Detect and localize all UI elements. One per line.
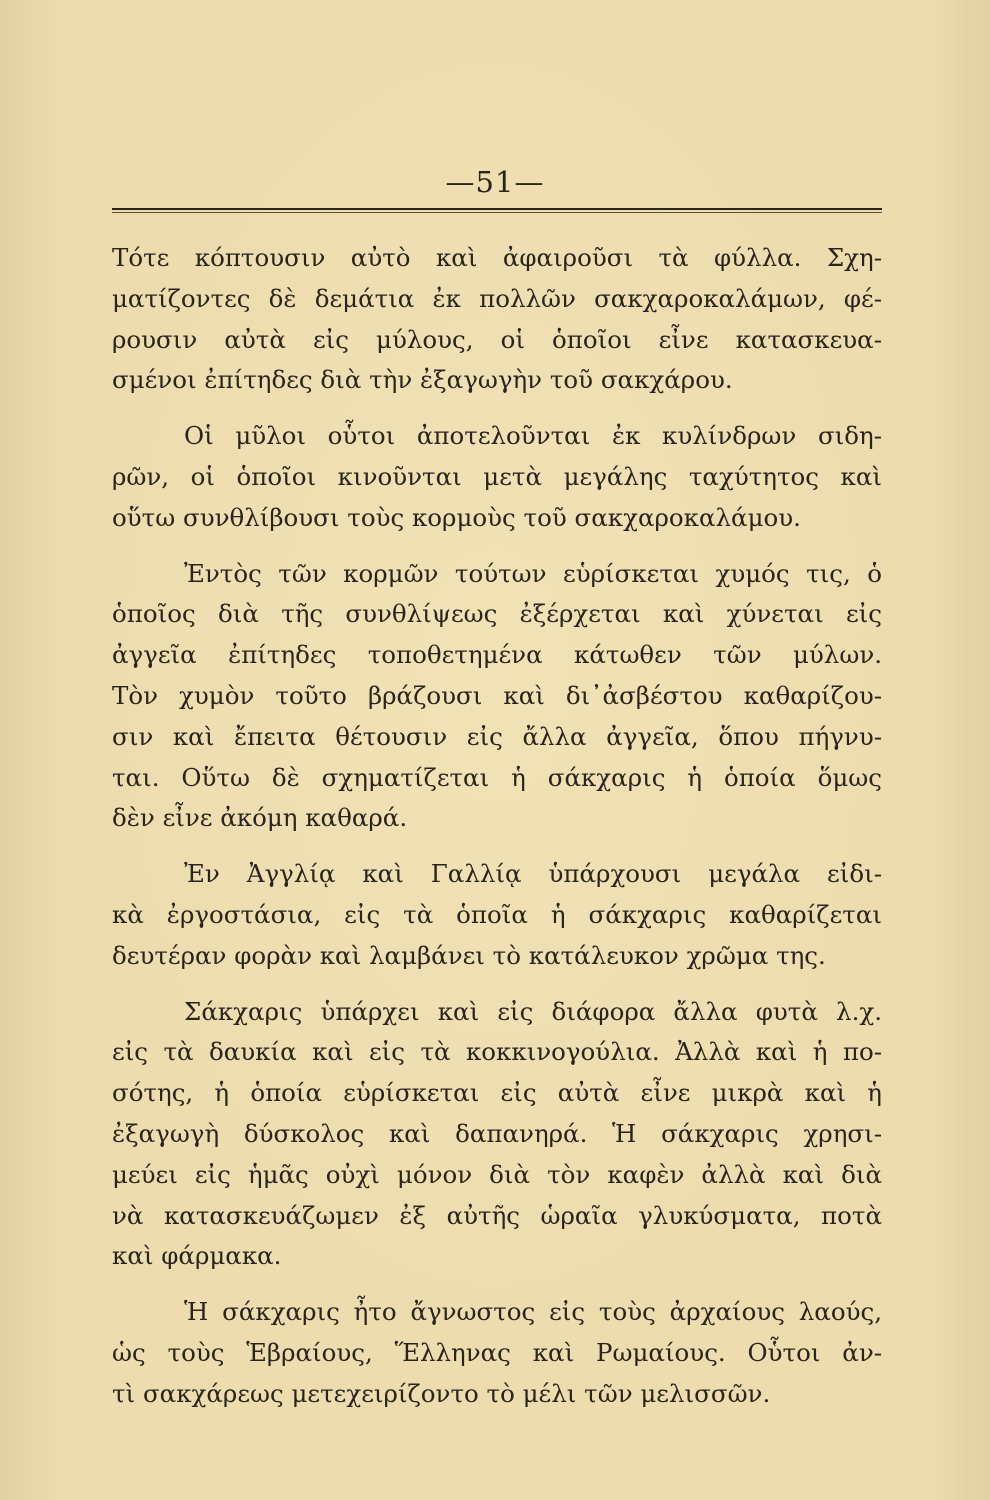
paragraph-gap	[112, 839, 882, 854]
text-line: καὶ φάρμακα.	[112, 1241, 282, 1271]
text-line: νὰ κατασκευάζωμεν ἐξ αὐτῆς ὡραῖα γλυκύσματα, ποτὰ	[112, 1200, 882, 1230]
text-line: ματίζοντες δὲ δεμάτια ἐκ πολλῶν σακχαροκαλάμων, φέ-	[112, 283, 882, 313]
text-line: ὁποῖος διὰ τῆς συνθλίψεως ἐξέρχεται καὶ χύνεται εἰς	[112, 599, 882, 629]
text-line: ρῶν, οἱ ὁποῖοι κινοῦνται μετὰ μεγάλης ταχύτητος καὶ	[112, 461, 882, 491]
body-text	[112, 238, 882, 1415]
paragraph-1	[112, 238, 882, 401]
text-line: δευτέραν φορὰν καὶ λαμβάνει τὸ κατάλευκον χρῶμα της.	[112, 940, 826, 970]
page-number: —51—	[445, 165, 545, 199]
text-line: εἰς τὰ δαυκία καὶ εἰς τὰ κοκκινογούλια. Ἀλλὰ καὶ ἡ πο-	[112, 1037, 882, 1067]
paragraph-4	[112, 854, 882, 976]
text-line: Ἐν Ἀγγλίᾳ καὶ Γαλλίᾳ ὑπάρχουσι μεγάλα εἰδι-	[184, 859, 882, 889]
text-line: Ἐντὸς τῶν κορμῶν τούτων εὑρίσκεται χυμός τις, ὁ	[184, 558, 882, 588]
paragraph-gap	[112, 401, 882, 416]
text-line: σμένοι ἐπίτηδες διὰ τὴν ἐξαγωγὴν τοῦ σακχάρου.	[112, 365, 733, 395]
text-line: ρουσιν αὐτὰ εἰς μύλους, οἱ ὁποῖοι εἶνε κατασκευα-	[112, 324, 882, 354]
text-line: Οἱ μῦλοι οὗτοι ἀποτελοῦνται ἐκ κυλίνδρων σιδη-	[184, 421, 882, 451]
text-line: Τὸν χυμὸν τοῦτο βράζουσι καὶ δι᾽ἀσβέστου καθαρίζου-	[112, 680, 882, 710]
text-line: Σάκχαρις ὑπάρχει καὶ εἰς διάφορα ἄλλα φυτὰ λ.χ.	[184, 996, 882, 1026]
paragraph-3	[112, 554, 882, 840]
paragraph-6	[112, 1292, 882, 1414]
paragraph-5	[112, 992, 882, 1278]
text-line: ὡς τοὺς Ἑβραίους, Ἕλληνας καὶ Ρωμαίους. Οὗτοι ἀν-	[112, 1337, 882, 1367]
text-line: ται. Οὕτω δὲ σχηματίζεται ἡ σάκχαρις ἡ ὁποία ὅμως	[112, 762, 882, 792]
paragraph-2	[112, 416, 882, 538]
text-line: ἐξαγωγὴ δύσκολος καὶ δαπανηρά. Ἡ σάκχαρις χρησι-	[112, 1118, 882, 1148]
header-rule	[112, 208, 882, 210]
paragraph-gap	[112, 539, 882, 554]
text-line: σότης, ἡ ὁποία εὑρίσκεται εἰς αὐτὰ εἶνε μικρὰ καὶ ἡ	[112, 1078, 882, 1108]
text-line: Τότε κόπτουσιν αὐτὸ καὶ ἀφαιροῦσι τὰ φύλλα. Σχη-	[112, 243, 882, 272]
text-line: ἀγγεῖα ἐπίτηδες τοποθετημένα κάτωθεν τῶν μύλων.	[112, 640, 882, 670]
text-line: Ἡ σάκχαρις ἦτο ἄγνωστος εἰς τοὺς ἀρχαίους λαούς,	[184, 1297, 882, 1327]
text-line: σιν καὶ ἔπειτα θέτουσιν εἰς ἄλλα ἀγγεῖα, ὅπου πήγνυ-	[112, 721, 882, 751]
paragraph-gap	[112, 1277, 882, 1292]
text-line: οὕτω συνθλίβουσι τοὺς κορμοὺς τοῦ σακχαροκαλάμου.	[112, 502, 801, 532]
text-line: κὰ ἐργοστάσια, εἰς τὰ ὁποῖα ἡ σάκχαρις καθαρίζεται	[112, 899, 882, 929]
text-line: δὲν εἶνε ἀκόμη καθαρά.	[112, 803, 408, 833]
text-line: τὶ σακχάρεως μετεχειρίζοντο τὸ μέλι τῶν μελισσῶν.	[112, 1378, 771, 1408]
text-line: μεύει εἰς ἡμᾶς οὐχὶ μόνον διὰ τὸν καφὲν ἀλλὰ καὶ διὰ	[112, 1159, 882, 1189]
header-rule-thin	[112, 212, 882, 213]
paragraph-gap	[112, 977, 882, 992]
